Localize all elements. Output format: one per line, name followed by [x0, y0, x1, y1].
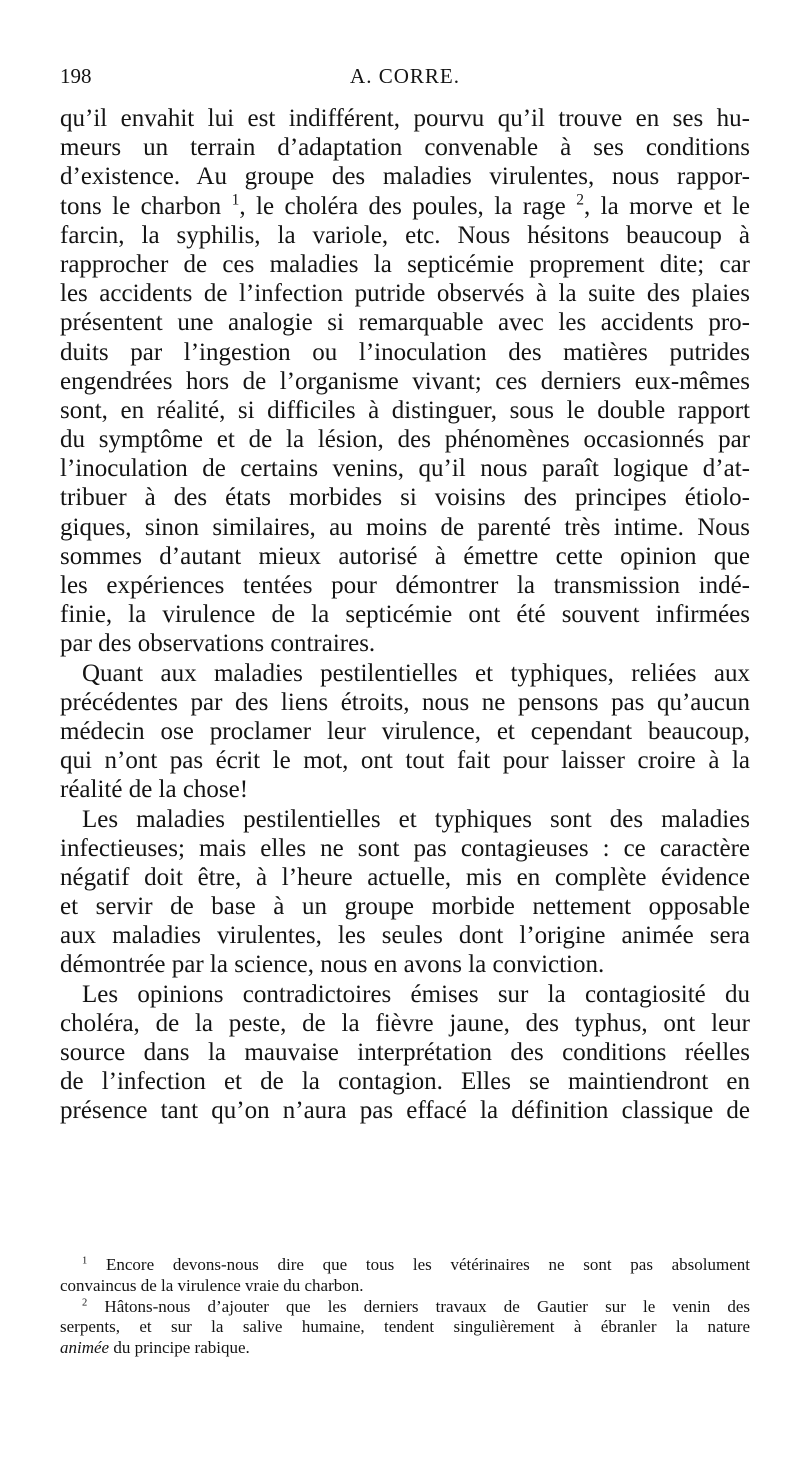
- page-number: 198: [60, 64, 92, 88]
- body-text: [60, 104, 750, 1126]
- text-line: duits par l’ingestion ou l’inoculation des matières putrides: [60, 338, 750, 366]
- text-line: tribuer à des états morbides si voisins des principes étiolo-: [60, 484, 750, 512]
- text-line: les expériences tentées pour démontrer la transmission indé-: [60, 572, 750, 599]
- footnote-line: animée du principe rabique.: [60, 1338, 250, 1358]
- text-line: sommes d’autant mieux autorisé à émettre cette opinion que: [60, 542, 750, 570]
- text-line: rapprocher de ces maladies la septicémie proprement dite; car: [60, 250, 750, 278]
- text-line: réalité de la chose!: [60, 776, 249, 804]
- footnote-ref-1: 1: [231, 191, 240, 209]
- text-line: négatif doit être, à l’heure actuelle, mis en complète évidence: [60, 863, 750, 891]
- text-line: aux maladies virulentes, les seules dont l’origine animée sera: [60, 922, 750, 950]
- footnotes: [60, 1255, 750, 1359]
- italic-word: animée: [60, 1338, 110, 1358]
- text-line: d’existence. Au groupe des maladies virulentes, nous rappor-: [60, 163, 750, 191]
- text-line: farcin, la syphilis, la variole, etc. Nous hésitons beaucoup à: [60, 221, 750, 249]
- text-line: et servir de base à un groupe morbide nettement opposable: [60, 893, 750, 921]
- text-line: par des observations contraires.: [60, 630, 376, 658]
- text-line: source dans la mauvaise interprétation des conditions réelles: [60, 1039, 750, 1066]
- text-line: qui n’ont pas écrit le mot, ont tout fait pour laisser croire à la: [60, 747, 750, 775]
- text-line: les accidents de l’infection putride observés à la suite des plaies: [60, 280, 750, 308]
- text-line: finie, la virulence de la septicémie ont été souvent infirmées: [60, 601, 750, 629]
- footnote-marker: 1: [82, 1255, 88, 1267]
- text-line: choléra, de la peste, de la fièvre jaune, des typhus, ont leur: [60, 1009, 750, 1037]
- text-line: Les maladies pestilentielles et typhiques sont des maladies: [82, 805, 750, 833]
- footnote-ref-2: 2: [576, 191, 584, 209]
- text-line: l’inoculation de certains venins, qu’il nous paraît logique d’at-: [60, 455, 750, 483]
- text-line: Quant aux maladies pestilentielles et typhiques, reliées aux: [82, 659, 750, 687]
- text-line: qu’il envahit lui est indifférent, pourvu qu’il trouve en ses hu-: [60, 105, 750, 132]
- text-line: engendrées hors de l’organisme vivant; ces derniers eux-mêmes: [60, 367, 750, 395]
- text-line: de l’infection et de la contagion. Elles se maintiendront en: [60, 1068, 750, 1096]
- text-line: meurs un terrain d’adaptation convenable à ses conditions: [60, 134, 750, 162]
- footnote-line: serpents, et sur la salive humaine, tendent singulièrement à ébranler la nature: [60, 1317, 750, 1337]
- text-line: précédentes par des liens étroits, nous ne pensons pas qu’aucun: [60, 688, 750, 716]
- text-line: présence tant qu’on n’aura pas effacé la définition classique de: [60, 1097, 750, 1125]
- text-line: infectieuses; mais elles ne sont pas contagieuses : ce caractère: [60, 834, 750, 862]
- text-line: sont, en réalité, si difficiles à distinguer, sous le double rapport: [60, 396, 750, 424]
- footnote-line: $^2$ Hâtons-nous d’ajouter que les derniers travaux de Gautier sur le venin des: [82, 1296, 750, 1316]
- footnote-line: convaincus de la virulence vraie du charbon.: [60, 1275, 364, 1295]
- text-line: du symptôme et de la lésion, des phénomènes occasionnés par: [60, 426, 750, 454]
- text-line: médecin ose proclamer leur virulence, et cependant beaucoup,: [60, 717, 750, 745]
- footnote-marker: 2: [82, 1296, 88, 1308]
- running-head: A. CORRE.: [350, 64, 460, 88]
- footnote-line: $^1$ Encore devons-nous dire que tous les vétérinaires ne sont pas absolument: [82, 1255, 750, 1274]
- text-line: giques, sinon similaires, au moins de parenté très intime. Nous: [60, 513, 750, 541]
- page-header: [60, 64, 750, 94]
- text-line: présentent une analogie si remarquable avec les accidents pro-: [60, 309, 750, 337]
- text-line: démontrée par la science, nous en avons la conviction.: [60, 951, 605, 979]
- text-line: tons le charbon $^1$, le choléra des poules, la rage $^2$, la morve et le: [60, 191, 750, 220]
- text-line: Les opinions contradictoires émises sur la contagiosité du: [82, 980, 750, 1008]
